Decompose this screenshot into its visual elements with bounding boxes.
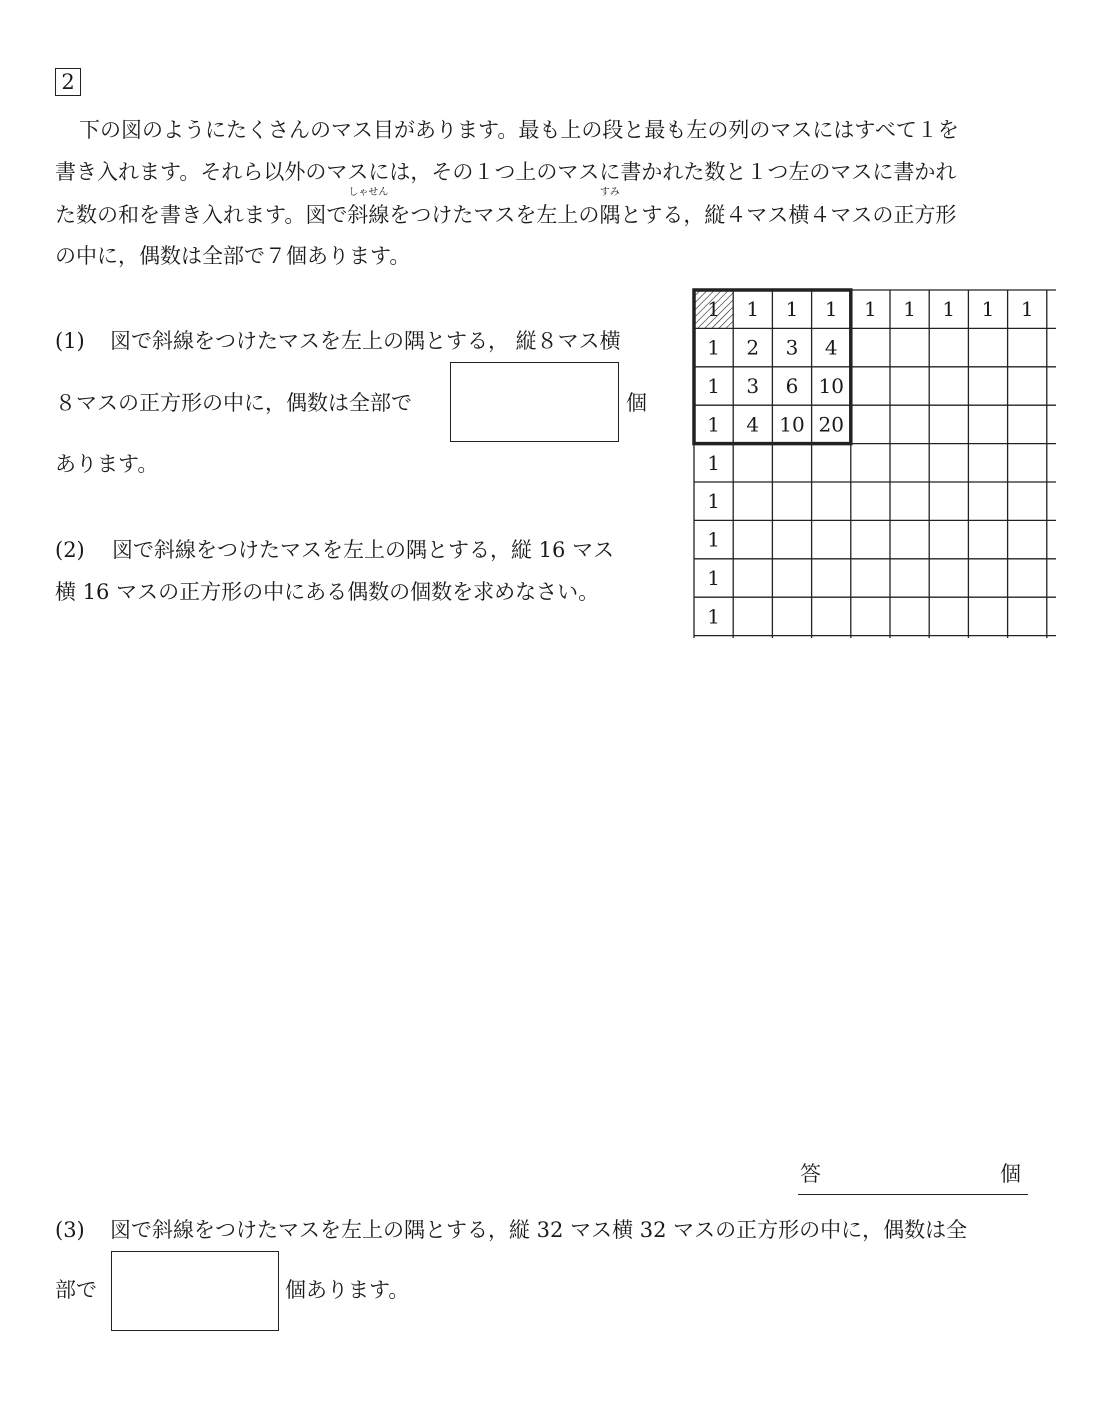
grid-cell-value: 3 bbox=[785, 335, 799, 360]
intro-line-1: 下の図のようにたくさんのマス目があります。最も上の段と最も左の列のマスにはすべて１を bbox=[79, 118, 959, 142]
q1-line-1: 図で斜線をつけたマスを左上の隅とする， 縦８マス横 bbox=[110, 329, 621, 353]
grid-cell-value: 3 bbox=[746, 374, 760, 398]
grid-cell-value: 4 bbox=[746, 412, 760, 437]
q1-answer-box[interactable] bbox=[450, 362, 619, 442]
grid-cell-value: 2 bbox=[746, 335, 760, 360]
q1-label: (1) bbox=[55, 329, 85, 353]
q1-line-3: あります。 bbox=[55, 452, 159, 476]
grid-cell-value: 6 bbox=[785, 374, 799, 398]
grid-cell-value: 1 bbox=[707, 374, 720, 398]
q3-line-2-suffix: 個あります。 bbox=[285, 1278, 410, 1302]
q2-line-2: 横 16 マスの正方形の中にある偶数の個数を求めなさい。 bbox=[55, 580, 600, 604]
q2-label: (2) bbox=[55, 538, 85, 562]
answer-label: 答 bbox=[800, 1162, 821, 1186]
grid-cell-value: 1 bbox=[903, 297, 916, 322]
word-sumi-text: 隅 bbox=[599, 203, 621, 227]
grid-cell-value: 1 bbox=[707, 604, 720, 629]
word-shasen bbox=[347, 187, 390, 229]
grid-cell-value: 1 bbox=[707, 412, 720, 437]
intro-line-3-a: た数の和を書き入れます。図で bbox=[55, 203, 348, 227]
grid-cell-value: 1 bbox=[824, 297, 838, 322]
grid-cell-value: 10 bbox=[779, 412, 805, 437]
grid-cell-value: 1 bbox=[707, 489, 720, 514]
q2-line-1: 図で斜線をつけたマスを左上の隅とする，縦 16 マス bbox=[112, 538, 615, 562]
intro-line-2: 書き入れます。それら以外のマスには，その１つ上のマスに書かれた数と１つ左のマスに書かれ bbox=[55, 160, 957, 184]
grid-cell-value: 10 bbox=[818, 374, 844, 398]
grid-cell-value: 1 bbox=[707, 450, 720, 475]
word-sumi bbox=[599, 187, 621, 229]
number-grid-figure bbox=[690, 286, 1060, 642]
grid-cell-value: 1 bbox=[707, 566, 720, 590]
grid-cell-value: 1 bbox=[981, 297, 995, 322]
q3-line-1: 図で斜線をつけたマスを左上の隅とする，縦 32 マス横 32 マスの正方形の中に，偶数は全 bbox=[110, 1218, 968, 1242]
grid-cell-value: 1 bbox=[707, 527, 720, 552]
answer-unit: 個 bbox=[1000, 1162, 1021, 1186]
intro-line-4: の中に，偶数は全部で７個あります。 bbox=[55, 244, 411, 268]
q3-line-2-prefix: 部で bbox=[55, 1278, 97, 1302]
grid-cell-value: 1 bbox=[746, 297, 760, 322]
grid-cell-value: 1 bbox=[785, 297, 799, 322]
answer-underline[interactable] bbox=[798, 1194, 1028, 1195]
ruby-sumi: すみ bbox=[599, 187, 620, 198]
grid-cell-value: 1 bbox=[707, 335, 720, 360]
grid-cell-value: 20 bbox=[818, 412, 844, 437]
q1-unit: 個 bbox=[626, 391, 647, 415]
grid-cell-value: 1 bbox=[1020, 297, 1034, 322]
intro-line-3-b: をつけたマスを左上の bbox=[389, 203, 600, 227]
grid-cell-value: 4 bbox=[824, 335, 838, 360]
question-number: 2 bbox=[55, 68, 81, 96]
q3-label: (3) bbox=[55, 1218, 85, 1242]
grid-cell-value: 1 bbox=[942, 297, 956, 322]
ruby-shasen: しゃせん bbox=[348, 187, 389, 198]
intro-line-3-c: とする，縦４マス横４マスの正方形 bbox=[620, 203, 957, 227]
grid-cell-value: 1 bbox=[864, 297, 877, 322]
grid-cell-value: 1 bbox=[707, 297, 720, 322]
q1-line-2: ８マスの正方形の中に，偶数は全部で bbox=[55, 391, 412, 415]
q3-answer-box[interactable] bbox=[111, 1251, 279, 1331]
word-shasen-text: 斜線 bbox=[347, 203, 390, 227]
intro-line-3 bbox=[55, 187, 1065, 229]
